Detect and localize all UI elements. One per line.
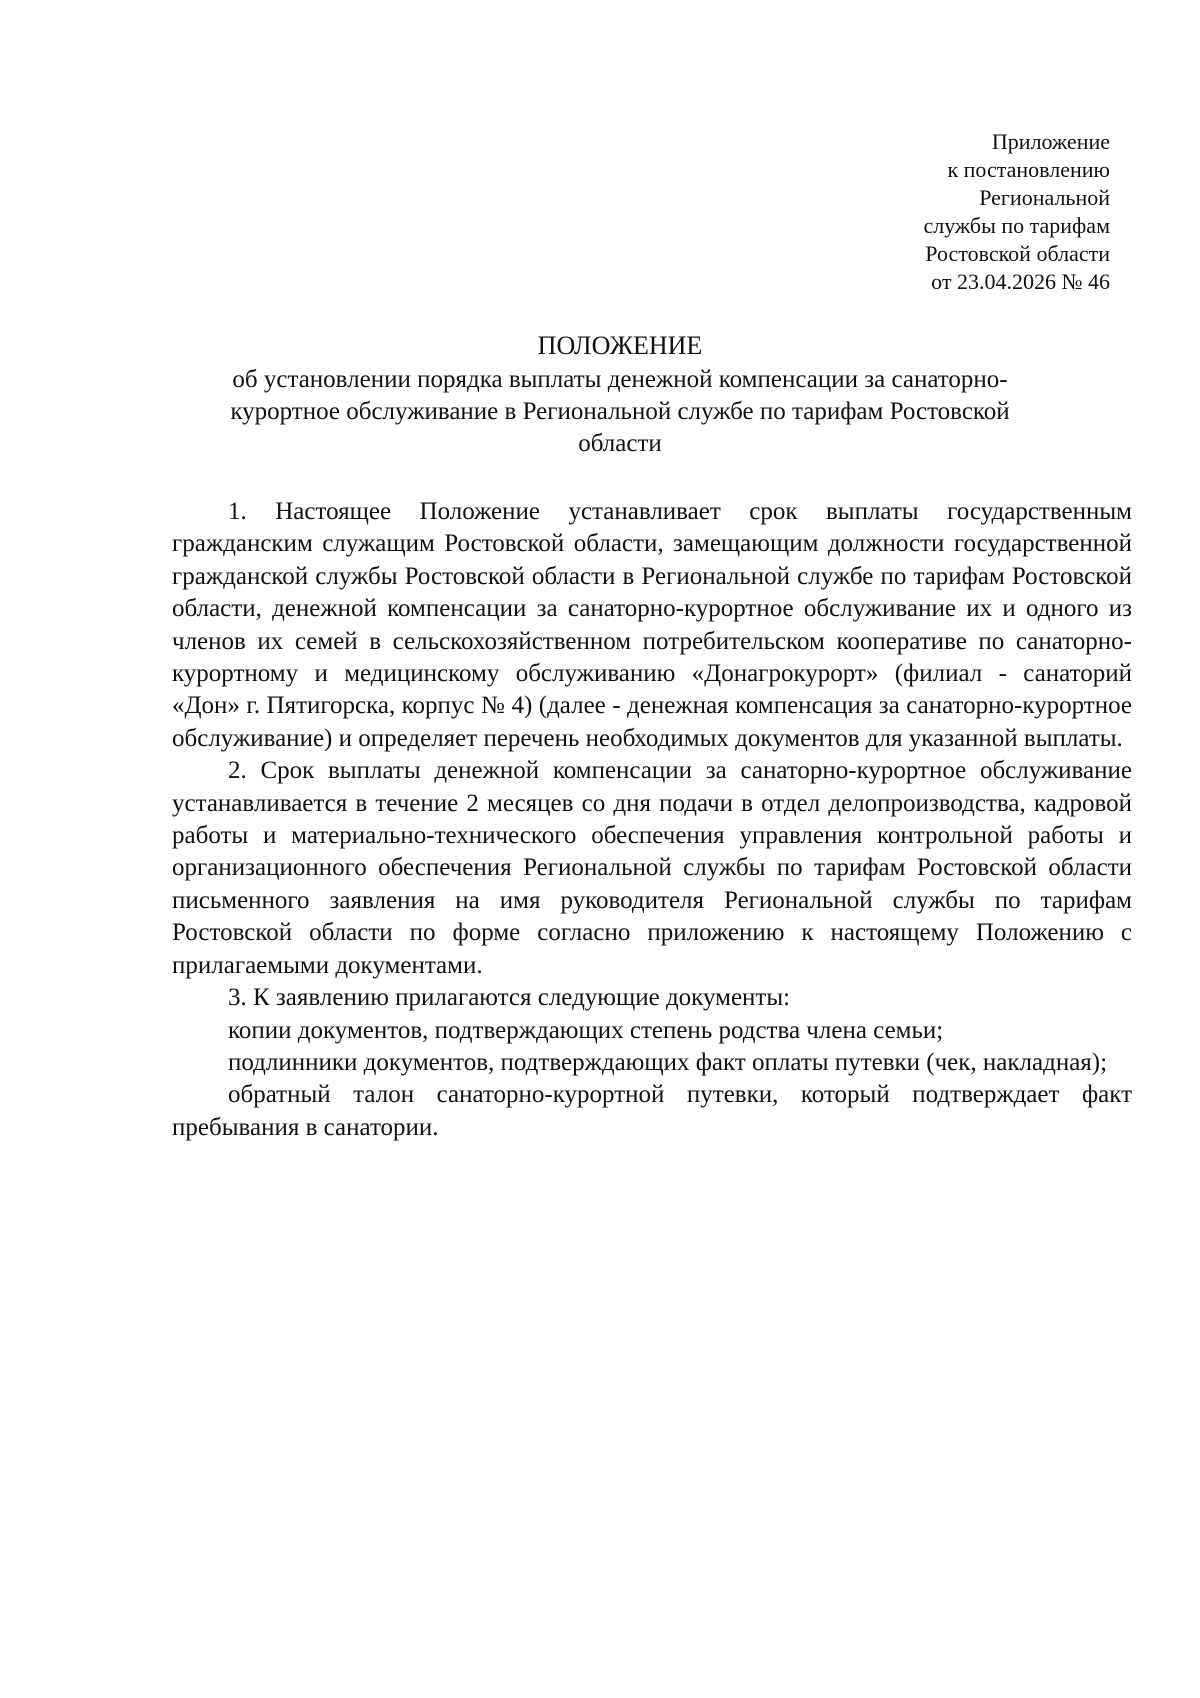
paragraph-2: 2. Срок выплаты денежной компенсации за санаторно-курортное обслуживание устанавливается в течение 2 месяцев со дня подачи в отдел делопроизводства, кадровой работы и материально-технического обеспечения управления контрольной работы и организационного обеспечения Региональной службы по тарифам Ростовской области письменного заявления на имя руководителя Региональной службы по тарифам Ростовской области по форме согласно приложению к настоящему Положению с прилагаемыми документами. — [172, 757, 1132, 979]
appendix-line-date-number: от 23.04.2026 № 46 — [931, 269, 1110, 294]
appendix-reference — [730, 128, 1110, 296]
document-subtitle — [200, 364, 1040, 460]
subtitle-line: об установлении порядка выплаты денежной компенсации за санаторно- — [232, 366, 1008, 393]
appendix-line: Ростовской области — [925, 241, 1110, 266]
list-item-kinship-docs: копии документов, подтверждающих степень родства члена семьи; — [228, 1016, 944, 1044]
paragraph-1: 1. Настоящее Положение устанавливает срок выплаты государственным гражданским служащим Ростовской области, замещающим должности государственной гражданской службы Ростовской области в Региональной службе по тарифам Ростовской области, денежной компенсации за санаторно-курортное обслуживание их и одного из членов их семей в сельскохозяйственном потребительском кооперативе по санаторно-курортному и медицинскому обслуживанию «Донагрокурорт» (филиал - санаторий «Дон» г. Пятигорска, корпус № 4) (далее - денежная компенсация за санаторно-курортное обслуживание) и определяет перечень необходимых документов для указанной выплаты. — [172, 498, 1132, 752]
document-body — [172, 496, 1132, 1144]
appendix-line: Приложение — [991, 129, 1110, 154]
subtitle-line: области — [578, 430, 662, 457]
list-item-return-coupon: обратный талон санаторно-курортной путевки, который подтверждает факт пребывания в санатории. — [172, 1081, 1132, 1141]
appendix-line: Региональной — [979, 185, 1110, 210]
subtitle-line: курортное обслуживание в Региональной службе по тарифам Ростовской — [230, 398, 1010, 425]
document-title: ПОЛОЖЕНИЕ — [537, 331, 703, 360]
appendix-line: к постановлению — [947, 157, 1110, 182]
list-item-payment-docs: подлинники документов, подтверждающих факт оплаты путевки (чек, накладная); — [228, 1048, 1108, 1076]
paragraph-3: 3. К заявлению прилагаются следующие документы: — [228, 984, 791, 1012]
appendix-line: службы по тарифам — [923, 213, 1110, 238]
